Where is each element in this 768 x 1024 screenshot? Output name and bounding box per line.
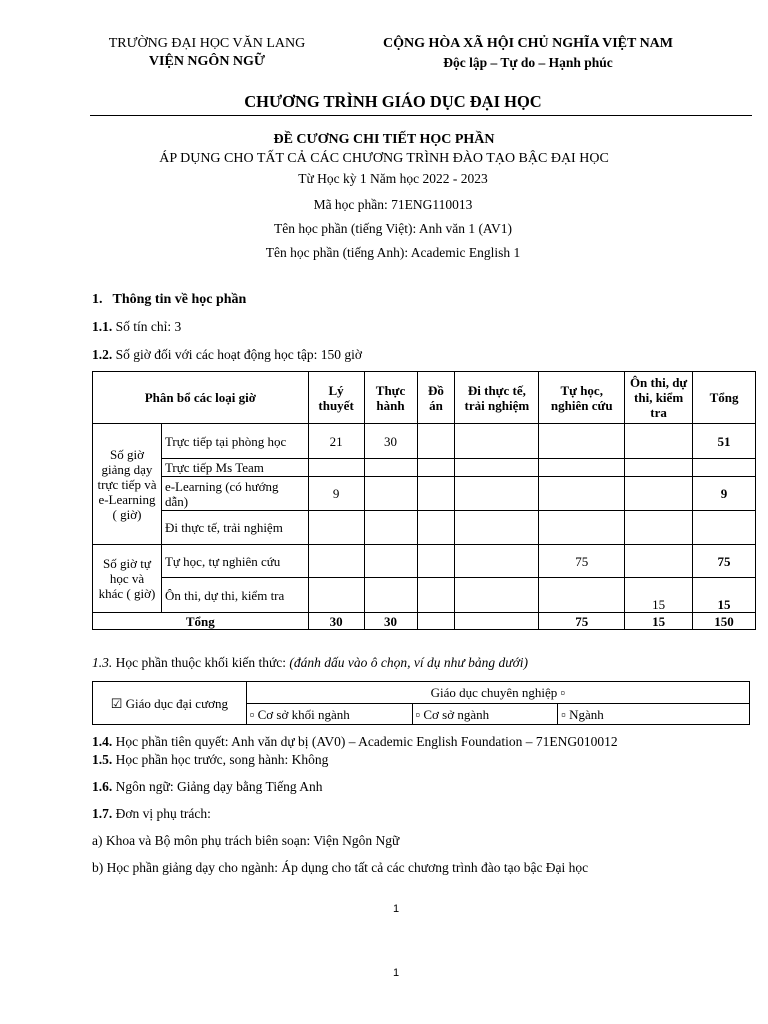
cell-theory: [308, 511, 364, 545]
header-alloc: Phân bổ các loại giờ: [93, 372, 309, 424]
cell-theory: 21: [308, 424, 364, 459]
cell-project: [417, 477, 455, 511]
cell-total: 15: [693, 578, 756, 613]
course-name-en: Tên học phần (tiếng Anh): Academic English 1: [265, 245, 521, 260]
item-number: 1.7.: [92, 806, 113, 821]
header-selfstudy: Tự học, nghiên cứu: [539, 372, 625, 424]
option-major-base[interactable]: ▫ Cơ sở ngành: [412, 704, 558, 725]
section-number: 1.: [92, 292, 103, 307]
row-label: Tự học, tự nghiên cứu: [161, 545, 308, 578]
item-text: Học phần thuộc khối kiến thức:: [115, 655, 287, 670]
professional-education-label: Giáo dục chuyên nghiệp ▫: [246, 682, 749, 704]
cell-field: [455, 424, 539, 459]
cell-exam: [625, 459, 693, 477]
row-label: e-Learning (có hướng dẫn): [161, 477, 308, 511]
university-name: TRƯỜNG ĐẠI HỌC VĂN LANG: [108, 36, 306, 51]
cell-practice: [364, 545, 417, 578]
item-text: Đơn vị phụ trách:: [115, 806, 211, 821]
institute-name: VIỆN NGÔN NGỮ: [148, 54, 266, 69]
cell-exam: 15: [625, 578, 693, 613]
cell-total: [693, 459, 756, 477]
corequisite-line: [92, 752, 328, 768]
group-label-selfstudy: Số giờ tự học và khác ( giờ): [93, 545, 162, 613]
item-text: Số giờ đối với các hoạt động học tập: 150 giờ: [115, 347, 363, 362]
total-grand: 150: [693, 613, 756, 630]
table-row: [93, 459, 756, 477]
item-text: Ngôn ngữ: Giảng dạy bằng Tiếng Anh: [115, 779, 323, 794]
item-number: 1.1.: [92, 319, 113, 334]
hours-table: [92, 371, 756, 630]
cell-exam: [625, 477, 693, 511]
knowledge-line: [92, 655, 528, 671]
cell-exam: [625, 511, 693, 545]
unit-line: [92, 806, 211, 822]
cell-selfstudy: [539, 511, 625, 545]
total-field: [455, 613, 539, 630]
course-code: Mã học phần: 71ENG110013: [313, 197, 473, 212]
language-line: [92, 779, 322, 795]
option-field-group[interactable]: ▫ Cơ sở khối ngành: [246, 704, 412, 725]
item-text: Số tín chỉ: 3: [115, 319, 182, 334]
knowledge-row: [93, 682, 750, 704]
table-total-row: [93, 613, 756, 630]
cell-total: 9: [693, 477, 756, 511]
cell-practice: [364, 459, 417, 477]
cell-total: 75: [693, 545, 756, 578]
header-project: Đồ án: [417, 372, 455, 424]
item-text: Học phần học trước, song hành: Không: [115, 752, 329, 767]
table-row: [93, 511, 756, 545]
hours-line: [92, 347, 362, 363]
section-title: Thông tin về học phần: [112, 292, 247, 307]
group-label-teaching: Số giờ giảng dạy trực tiếp và e-Learning ( giờ): [93, 424, 162, 545]
unit-major-line: b) Học phần giảng dạy cho ngành: Áp dụng cho tất cả các chương trình đào tạo bậc Đại học: [92, 860, 589, 875]
item-note: (đánh dấu vào ô chọn, ví dụ như bảng dưới): [289, 655, 529, 670]
total-theory: 30: [308, 613, 364, 630]
cell-field: [455, 545, 539, 578]
item-number: 1.6.: [92, 779, 113, 794]
row-label: Đi thực tế, trải nghiệm: [161, 511, 308, 545]
unit-faculty-line: a) Khoa và Bộ môn phụ trách biên soạn: Viện Ngôn Ngữ: [92, 833, 400, 848]
syllabus-title: ĐỀ CƯƠNG CHI TIẾT HỌC PHẦN: [273, 132, 495, 147]
cell-theory: [308, 459, 364, 477]
item-number: 1.3.: [92, 655, 113, 670]
cell-theory: [308, 578, 364, 613]
section-1-heading: [92, 292, 246, 308]
header-theory: Lý thuyết: [308, 372, 364, 424]
row-label: Trực tiếp Ms Team: [161, 459, 308, 477]
term-text: Từ Học kỳ 1 Năm học 2022 - 2023: [298, 171, 488, 186]
cell-project: [417, 578, 455, 613]
cell-selfstudy: 75: [539, 545, 625, 578]
table-row: [93, 424, 756, 459]
cell-field: [455, 459, 539, 477]
cell-selfstudy: [539, 459, 625, 477]
header-exam: Ôn thi, dự thi, kiểm tra: [625, 372, 693, 424]
option-major[interactable]: ▫ Ngành: [558, 704, 750, 725]
table-row: [93, 545, 756, 578]
cell-project: [417, 424, 455, 459]
cell-field: [455, 477, 539, 511]
header-total: Tổng: [693, 372, 756, 424]
header-field: Đi thực tế, trải nghiệm: [455, 372, 539, 424]
item-text: Học phần tiên quyết: Anh văn dự bị (AV0) – Academic English Foundation – 71ENG010012: [115, 734, 618, 749]
nation-motto: Độc lập – Tự do – Hạnh phúc: [443, 55, 613, 70]
general-education-checkbox[interactable]: ☑ Giáo dục đại cương: [93, 682, 247, 725]
table-header-row: [93, 372, 756, 424]
title-rule: [90, 115, 752, 116]
total-selfstudy: 75: [539, 613, 625, 630]
cell-total: 51: [693, 424, 756, 459]
syllabus-scope: ÁP DỤNG CHO TẤT CẢ CÁC CHƯƠNG TRÌNH ĐÀO TẠO BẬC ĐẠI HỌC: [159, 151, 609, 166]
cell-practice: [364, 578, 417, 613]
row-label: Ôn thi, dự thi, kiểm tra: [161, 578, 308, 613]
cell-theory: 9: [308, 477, 364, 511]
item-number: 1.2.: [92, 347, 113, 362]
item-number: 1.5.: [92, 752, 113, 767]
nation-title: CỘNG HÒA XÃ HỘI CHỦ NGHĨA VIỆT NAM: [382, 36, 673, 51]
prerequisite-line: [92, 734, 618, 750]
cell-selfstudy: [539, 578, 625, 613]
cell-exam: [625, 545, 693, 578]
total-label: Tổng: [93, 613, 309, 630]
page-number: 1: [392, 903, 400, 915]
credits-line: [92, 319, 181, 335]
cell-practice: [364, 477, 417, 511]
knowledge-table: [92, 681, 750, 725]
page-number: 1: [392, 967, 400, 979]
cell-project: [417, 545, 455, 578]
program-title: CHƯƠNG TRÌNH GIÁO DỤC ĐẠI HỌC: [244, 92, 542, 111]
table-row: [93, 477, 756, 511]
total-exam: 15: [625, 613, 693, 630]
cell-project: [417, 459, 455, 477]
cell-practice: 30: [364, 424, 417, 459]
table-row: [93, 578, 756, 613]
cell-field: [455, 578, 539, 613]
cell-field: [455, 511, 539, 545]
header-practice: Thực hành: [364, 372, 417, 424]
course-name-vi: Tên học phần (tiếng Việt): Anh văn 1 (AV1): [274, 221, 512, 236]
cell-practice: [364, 511, 417, 545]
cell-theory: [308, 545, 364, 578]
total-project: [417, 613, 455, 630]
cell-exam: [625, 424, 693, 459]
row-label: Trực tiếp tại phòng học: [161, 424, 308, 459]
total-practice: 30: [364, 613, 417, 630]
cell-project: [417, 511, 455, 545]
cell-selfstudy: [539, 477, 625, 511]
item-number: 1.4.: [92, 734, 113, 749]
cell-selfstudy: [539, 424, 625, 459]
cell-total: [693, 511, 756, 545]
